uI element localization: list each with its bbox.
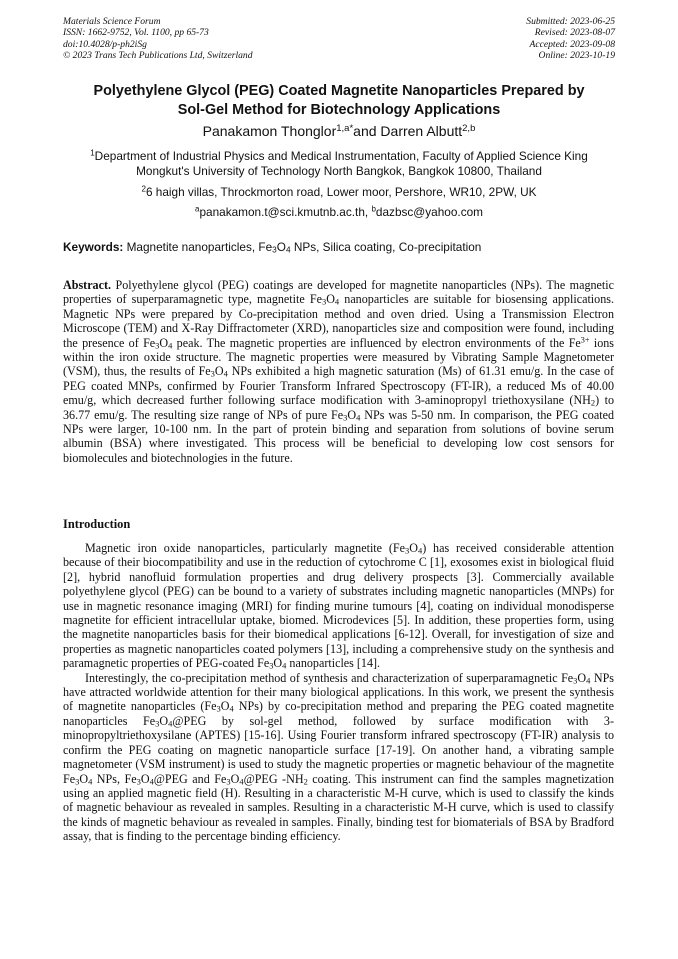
affiliation-1-line-1: Department of Industrial Physics and Medical Instrumentation, Faculty of Applied Science King [94,149,588,163]
sub-3: 3 [272,245,277,255]
author-1: Panakamon Thonglor [202,123,337,139]
sub-3: 3 [216,704,221,715]
abstract-text: NPs was 5-50 nm. In comparison, the PEG coated NPs were larger, 10-100 nm. In the part of protein binding and separation from solutions of bovine serum albumin (BSA) where investigated. This process will be beneficial to developing low cost sensors for biomolecules and biotechnologies in the future. [63,407,614,465]
chem-o: O [273,656,283,671]
sub-3: 3 [573,675,578,686]
sub-3: 3 [155,340,160,351]
intro-paragraph-1 [63,541,614,671]
revised-date: Revised: 2023-08-07 [534,27,615,39]
sub-4: 4 [334,297,340,308]
sub-4: 4 [229,704,234,715]
chem-o: O [577,670,587,685]
section-heading-introduction: Introduction [63,517,131,531]
sub-3: 3 [75,776,80,787]
chem-o: O [230,771,240,786]
author-emails [48,205,630,220]
sub-4: 4 [168,718,173,729]
sub-3: 3 [210,369,215,380]
issn-line: ISSN: 1662-9752, Vol. 1100, pp 65-73 [63,27,209,39]
sub-4: 4 [285,245,291,255]
sub-4: 4 [168,340,173,351]
keywords [63,240,615,255]
email-b[interactable]: dazbsc@yahoo.com [375,205,483,219]
abstract-text: peak. The magnetic properties are influenced by electron environments of the Fe [172,335,581,350]
email-b-marker: b [371,204,376,214]
intro-text: coating. This instrument can find the samples magnetization using an applied magnetic field (H). Resulting in a characteristic M-H curve, which is used to classify the kinds of magnetic behaviour as revealed in samples. Resulting in a characteristic M-H curve, which is used to classify the kinds of magnetic behaviour as revealed in samples. Finally, binding test for biomaterials of BSA by Bradford assay, that is finding to the percentage binding efficiency. [63,771,614,844]
accepted-date: Accepted: 2023-09-08 [529,38,615,50]
chem-o: O [140,771,150,786]
intro-text: Interestingly, the co-precipitation method of synthesis and characterization of superparamagnetic Fe [85,670,574,685]
intro-text: @PEG by sol-gel method, followed by surface modification with 3-minopropyltriethoxysilane (APTES) [15-16]. Using Fourier transform infrared spectroscopy (FT-IR) analysis to confirm the PEG coating on magnetic nanoparticle surface [17-19]. On another hand, a vibrating sample magnetometer (VSM instrument) is used to study the magnetic properties or magnetic behaviour of the magnetite Fe [63,713,614,786]
title-line-1: Polyethylene Glycol (PEG) Coated Magnetite Nanoparticles Prepared by [93,83,585,99]
doi-line: doi:10.4028/p-ph2iSg [63,38,147,50]
sub-3: 3 [321,297,327,308]
chem-o: O [79,771,89,786]
keywords-text-2: NPs, Silica coating, Co-precipitation [293,240,482,254]
title-line-2: Sol-Gel Method for Biotechnology Applications [177,102,501,118]
sub-4: 4 [239,776,244,787]
paper-title [48,82,630,120]
abstract-text: nanoparticles are suitable for biosensing applications. Magnetic NPs were prepared by Co-precipitation method and oven dried. Using a Transmission Electron Microscope (TEM) and X-Ray Diffractometer (XRD), nanoparticles size and composition were found, including the presence of Fe [63,292,614,350]
abstract-text: ) to 36.77 emu/g. The resulting size range of NPs of pure Fe [63,393,614,422]
chem-o: O [220,699,230,714]
intro-text: NPs, Fe [92,771,137,786]
affiliation-1-marker: 1 [90,148,95,158]
email-a-marker: a [195,204,200,214]
sub-4: 4 [417,545,423,556]
chem-o: O [159,335,169,350]
intro-text: NPs have attracted worldwide attention for their many biological applications. In this work, we present the synthesis of magnetite nanoparticles (Fe [63,670,615,714]
author-1-marker: 1,a* [336,122,354,134]
affiliation-2-line-1: 6 haigh villas, Throckmorton road, Lower moor, Pershore, WR10, 2PW, UK [145,185,537,199]
intro-text: nanoparticles [14]. [286,656,381,671]
sub-2: 2 [303,776,308,787]
sub-4: 4 [88,776,93,787]
intro-paragraph-2 [63,671,614,844]
affiliation-1 [48,149,630,178]
sub-3: 3 [136,776,141,787]
intro-text: Magnetic iron oxide nanoparticles, particularly magnetite (Fe [85,541,405,555]
sub-2: 2 [590,397,596,408]
author-2-marker: 2,b [462,122,476,134]
email-a[interactable]: panakamon.t@sci.kmutnb.ac.th, [199,205,372,219]
sub-3: 3 [404,545,410,556]
chem-o: O [159,713,169,728]
abstract-label: Abstract. [63,278,112,292]
sup-3plus: 3+ [580,335,590,345]
journal-header-right [526,16,615,61]
intro-text: ) has received considerable attention because of their biocompatibility and use in the reduction of cytochrome C [1], exosomes exist in biological fluid [2], hybrid nanofluid formulation properties and drug delivery prospects [3]. Commercially available polyethylene glycol (PEG) can be bound to a variety of substrates including magnetic nanoparticles (MNPs) for use in magnetic resonance imaging (MRI) for finding murine tumours [4], coating on individual monodisperse magnetite for efficient intracellular uptake, biomed. Microdevices [5]. In addition, these properties form, using the magnetite nanoparticles basis for their biomedical applications [6-12]. Overall, for investigation of size and properties as magnetic nanoparticles coated polymers [13], including a comprehensive study on the synthesis and paramagnetic properties of PEG-coated Fe [63,541,614,671]
chem-o: O [409,541,418,555]
journal-header-left [63,16,253,61]
author-list [48,122,630,140]
journal-name: Materials Science Forum [63,16,161,27]
sub-4: 4 [149,776,154,787]
chem-o: O [214,364,224,379]
introduction-body [63,541,614,844]
affiliation-2 [48,185,630,200]
abstract-text: Polyethylene glycol (PEG) coatings are developed for magnetite nanoparticles (NPs). The magnetic properties of superparamagnetic type, magnetite Fe [63,278,614,307]
keywords-text-1: Magnetite nanoparticles, Fe [123,240,273,254]
submitted-date: Submitted: 2023-06-25 [526,16,615,27]
chem-o: O [347,407,357,422]
sub-4: 4 [356,412,361,423]
abstract-text: NPs exhibited a high magnetic saturation (Ms) of 61.31 emu/g. In the case of PEG coated MNPs, confirmed by Fourier Transform Infrared Spectroscopy (FT-IR), a reduced Ms of 40.00 emu/g, which decreased further following surface modification with 3-aminopropyl triethoxysilane (NH [63,364,614,408]
sub-4: 4 [586,675,591,686]
sub-3: 3 [343,412,348,423]
abstract-text: ions within the iron oxide structure. The magnetic properties were measured by Vibrating Sample Magnetometer (VSM), thus, the results of Fe [63,335,615,379]
abstract [63,278,614,465]
intro-text: @PEG -NH [243,771,304,786]
chem-o: O [326,292,335,307]
sub-4: 4 [282,660,287,671]
sub-4: 4 [223,369,228,380]
affiliation-1-line-2: Mongkut's University of Technology North Bangkok, Bangkok 10800, Thailand [136,163,542,178]
intro-text: NPs) by co-precipitation method and preparing the PEG coated magnetite nanoparticles Fe [63,699,614,728]
author-2: and Darren Albutt [353,123,463,139]
copyright-line: © 2023 Trans Tech Publications Ltd, Switzerland [63,49,253,61]
keywords-label: Keywords: [63,240,124,254]
sub-3: 3 [226,776,231,787]
chem-o: O [276,240,286,254]
intro-text: @PEG and Fe [153,771,227,786]
online-date: Online: 2023-10-19 [538,49,615,61]
sub-3: 3 [269,660,274,671]
sub-3: 3 [155,718,160,729]
affiliation-2-marker: 2 [141,184,146,194]
